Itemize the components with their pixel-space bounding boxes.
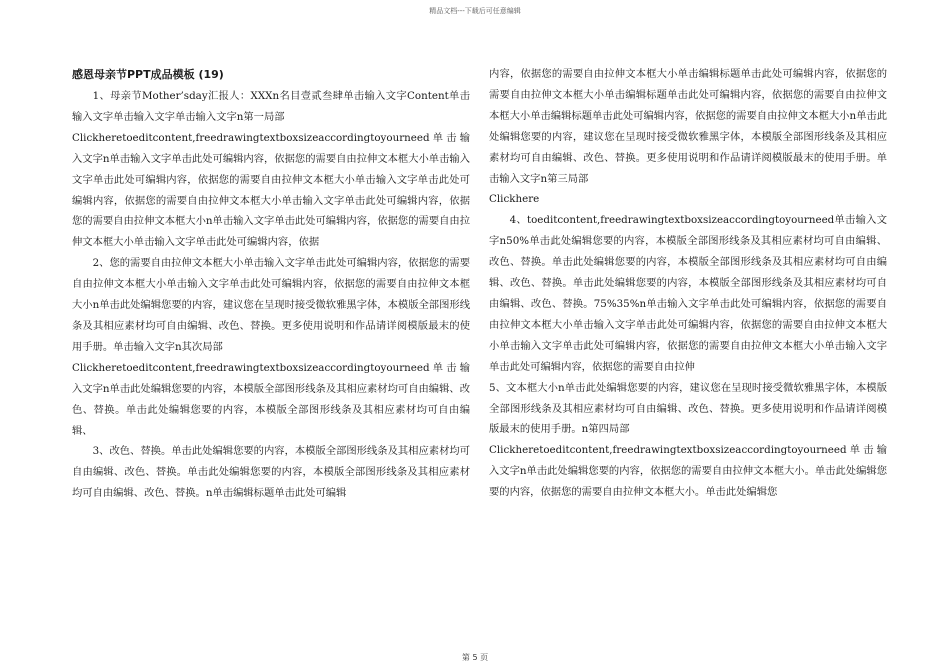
right-column [489, 64, 887, 503]
paragraph-1: 1、母亲节Mother’sday汇报人：XXXn名目壹贰叁肆单击输入文字Content单击输入文字单击输入文字单击输入文字n第一局部 [72, 90, 470, 123]
left-column [72, 64, 470, 504]
click-here-line: Clickhere [489, 193, 540, 206]
paragraph-3-continued: 内容，依据您的需要自由拉伸文本框大小单击编辑标题单击此处可编辑内容，依据您的需要自由拉伸文本框大小单击编辑标题单击此处可编辑内容，依据您的需要自由拉伸文本框大小单击编辑标题单击此处可编辑内容，依据您的需要自由拉伸文本框大小n单击此处编辑您要的内容，建议您在呈现时接受微软雅黑字体，本模版全部图形线条及其相应素材均可自由编辑、改色、替换。更多使用说明和作品请详阅模版最末的使用手册。单击输入文字n第三局部 [489, 68, 887, 185]
page-header: 精品文档---下载后可任意编辑 [429, 7, 521, 15]
paragraph-5: 5、文本框大小n单击此处编辑您要的内容，建议您在呈现时接受微软雅黑字体，本模版全部图形线条及其相应素材均可自由编辑、改色、替换。更多使用说明和作品请详阅模版最末的使用手册。n第四局部 [489, 381, 887, 436]
paragraph-4: 4、toeditcontent,freedrawingtextboxsizeaccordingtoyourneed单击输入文字n50%单击此处编辑您要的内容，本模版全部图形线条及其相应素材均可自由编辑、改色、替换。单击此处编辑您要的内容，本模版全部图形线条及其相应素材均可自由编辑、改色、替换。单击此处编辑您要的内容，本模版全部图形线条及其相应素材均可自由编辑、改色、替换。75%35%n单击输入文字单击此处可编辑内容，依据您的需要自由拉伸文本框大小单击输入文字单击此处可编辑内容，依据您的需要自由拉伸文本框大小单击输入文字单击此处可编辑内容，依据您的需要自由拉伸文本框大小单击输入文字单击此处可编辑内容，依据您的需要自由拉伸 [489, 214, 887, 373]
paragraph-2: 2、您的需要自由拉伸文本框大小单击输入文字单击此处可编辑内容，依据您的需要自由拉伸文本框大小单击输入文字单击此处可编辑内容，依据您的需要自由拉伸文本框大小n单击此处编辑您要的内容，建议您在呈现时接受微软雅黑字体，本模版全部图形线条及其相应素材均可自由编辑、改色、替换。更多使用说明和作品请详阅模版最末的使用手册。单击输入文字n其次局部 [72, 257, 470, 353]
page-number: 第 5 页 [461, 653, 489, 662]
paragraph-3: 3、改色、替换。单击此处编辑您要的内容，本模版全部图形线条及其相应素材均可自由编辑、改色、替换。单击此处编辑您要的内容，本模版全部图形线条及其相应素材均可自由编辑、改色、替换。n单击编辑标题单击此处可编辑 [72, 445, 470, 500]
document-title: 感恩母亲节PPT成品模板 (19) [72, 68, 224, 81]
paragraph-1-continued: Clickheretoeditcontent,freedrawingtextboxsizeaccordingtoyourneed单击输入文字n单击输入文字单击此处可编辑内容，依据您的需要自由拉伸文本框大小单击输入文字单击此处可编辑内容，依据您的需要自由拉伸文本框大小单击输入文字单击此处可编辑内容，依据您的需要自由拉伸文本框大小单击输入文字单击此处可编辑内容，依据您的需要自由拉伸文本框大小n单击输入文字单击此处可编辑内容，依据您的需要自由拉伸文本框大小单击输入文字单击此处可编辑内容，依据 [72, 131, 470, 249]
paragraph-2-continued: Clickheretoeditcontent,freedrawingtextboxsizeaccordingtoyourneed单击输入文字n单击此处编辑您要的内容，本模版全部图形线条及其相应素材均可自由编辑、改色、替换。单击此处编辑您要的内容，本模版全部图形线条及其相应素材均可自由编辑、 [72, 361, 470, 437]
paragraph-5-continued: Clickheretoeditcontent,freedrawingtextboxsizeaccordingtoyourneed单击输入文字n单击此处编辑您要的内容，依据您的需要自由拉伸文本框大小。单击此处编辑您要的内容，依据您的需要自由拉伸文本框大小。单击此处编辑您 [489, 444, 887, 499]
